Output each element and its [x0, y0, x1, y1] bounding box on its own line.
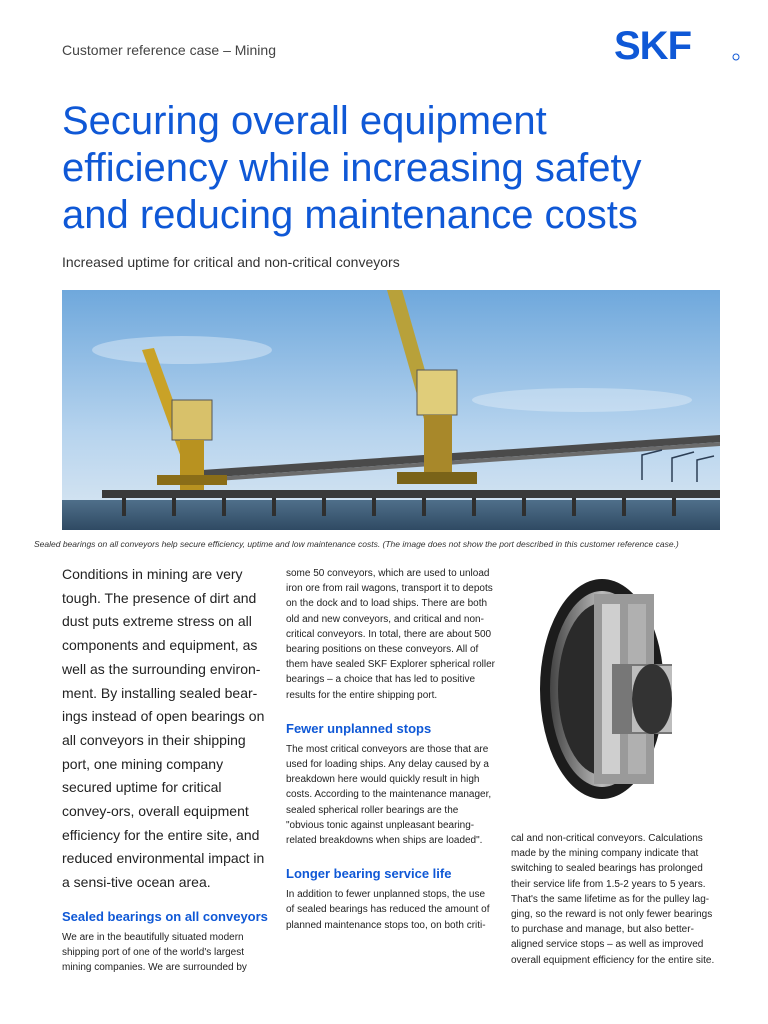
port-conveyor-photo: [62, 290, 720, 530]
body-paragraph: We are in the beautifully situated modern shipping port of one of the world's largest mining companies. We are surrounded by: [62, 931, 247, 974]
lead-paragraph: Conditions in mining are very tough. The presence of dirt and dust puts extreme stress on all components and equipment, as well as the surrounding environ-ment. By installing sealed bear-ings instead of open bearings on all conveyors in their shipping port, one mining company secured uptime for critical convey-ors, overall equipment efficiency for the entire site, and reduced environmental impact in a sensi-tive ocean area.: [62, 566, 265, 891]
column-1: [62, 563, 268, 975]
svg-text:SKF: SKF: [614, 26, 691, 64]
column-3: [511, 831, 723, 968]
page-subtitle: Increased uptime for critical and non-critical conveyors: [62, 254, 400, 270]
page-title: Securing overall equipment efficiency while increasing safety and reducing maintenance costs: [62, 99, 642, 237]
section-heading-sealed-bearings: Sealed bearings on all conveyors: [62, 908, 268, 924]
section-heading-fewer-stops: Fewer unplanned stops: [286, 720, 432, 736]
body-paragraph: The most critical conveyors are those that are used for loading ships. Any delay caused by a breakdown here would quickly result in high costs. According to the maintenance manager, sealed spherical roller bearings are the "obvious tonic against unpleasant bearing-related breakdowns when ships are loaded".: [286, 743, 492, 847]
skf-logo: [612, 26, 742, 64]
document-kicker: Customer reference case – Mining: [62, 42, 276, 58]
body-paragraph: some 50 conveyors, which are used to unload iron ore from rail wagons, transport it to depots on the dock and to load ships. There are both old and new conveyors, and critical and non-critical conveyors. In total, there are about 500 bearing positions on these conveyors. All of them have sealed SKF Explorer spherical roller bearings – a choice that has led to positive results for the entire shipping port.: [286, 568, 495, 701]
spherical-roller-bearing-image: [532, 574, 692, 804]
column-2: [286, 566, 496, 933]
body-paragraph: In addition to fewer unplanned stops, the use of sealed bearings has reduced the amount of planned maintenance stops too, on both criti-: [286, 889, 490, 931]
body-paragraph: cal and non-critical conveyors. Calculations made by the mining company indicate that switching to sealed bearings has prolonged their service life from 1.5-2 years to 5 years. That's the same lifetime as for the pulley lag-ging, so the reward is not only fewer bearings to purchase and manage, but also better-aligned service stops – as well as improved overall equipment efficiency for the entire site.: [511, 833, 715, 966]
photo-caption: Sealed bearings on all conveyors help secure efficiency, uptime and low maintenance costs. (The image does not show the port described in this customer reference case.): [34, 539, 679, 549]
section-heading-service-life: Longer bearing service life: [286, 866, 452, 882]
